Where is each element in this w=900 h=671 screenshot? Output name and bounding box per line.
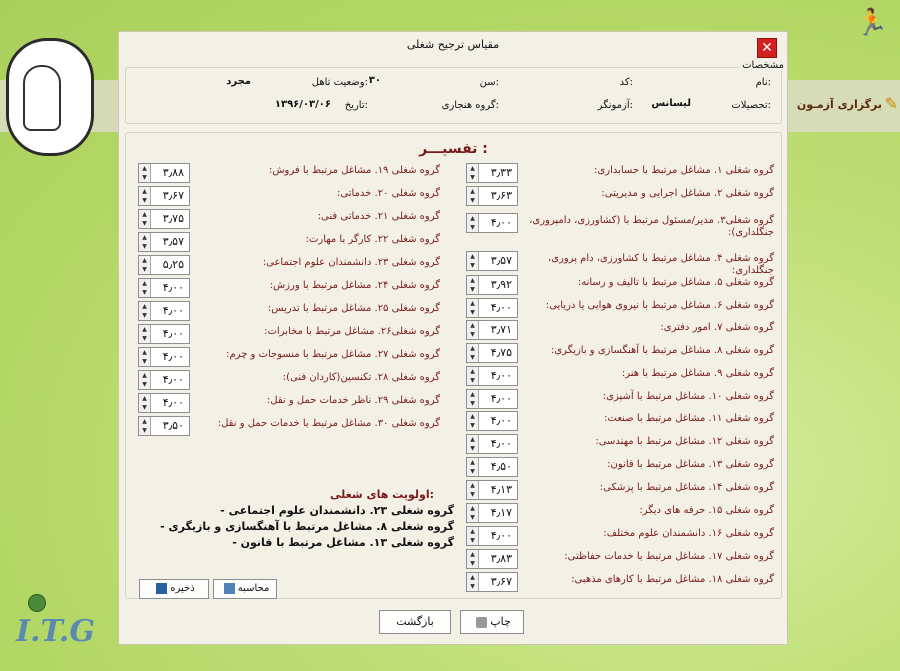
spinner-down-icon[interactable]: ▼ [142, 220, 147, 227]
age-label: سن: [479, 77, 499, 88]
spinner-down-icon[interactable]: ▼ [470, 174, 475, 181]
education-label: تحصیلات: [731, 100, 771, 111]
score-value: ۴٫۰۰ [162, 373, 184, 386]
score-spinner[interactable] [466, 275, 518, 295]
group-row [466, 480, 774, 502]
spinner-buttons[interactable] [467, 164, 479, 182]
score-value: ۳٫۵۷ [490, 254, 512, 267]
spinner-down-icon[interactable]: ▼ [470, 309, 475, 316]
info-legend: مشخصات [739, 60, 787, 71]
score-value: ۴٫۰۰ [490, 414, 512, 427]
score-spinner[interactable] [466, 434, 518, 454]
score-value: ۴٫۷۵ [490, 346, 512, 359]
calculator-icon [224, 583, 235, 594]
score-spinner[interactable] [466, 366, 518, 386]
spinner-up-icon[interactable]: ▲ [470, 253, 475, 260]
group-row [466, 343, 774, 365]
calculate-button[interactable]: محاسبه [213, 579, 277, 599]
spinner-buttons[interactable] [467, 214, 479, 232]
date-value: ۱۳۹۶/۰۳/۰۶ [274, 99, 331, 110]
score-value: ۳٫۶۳ [490, 189, 512, 202]
group-row [138, 347, 440, 369]
score-spinner[interactable] [138, 255, 190, 275]
code-label: کد: [619, 77, 633, 88]
spinner-buttons[interactable] [467, 299, 479, 317]
spinner-down-icon[interactable]: ▼ [142, 335, 147, 342]
spinner-buttons[interactable] [139, 164, 151, 182]
spinner-buttons[interactable] [139, 233, 151, 251]
dialog-title: مقیاس ترجیح شغلی [406, 38, 500, 51]
score-value: ۴٫۰۰ [162, 350, 184, 363]
group-label: گروه شغلی۳. مدیر/مسئول مرتبط با (کشاورزی، دامپروری، جنگلداری): [529, 215, 774, 238]
interpretation-panel [125, 132, 782, 599]
spinner-buttons[interactable] [467, 573, 479, 591]
group-row [138, 301, 440, 323]
score-spinner[interactable] [466, 526, 518, 546]
spinner-down-icon[interactable]: ▼ [470, 197, 475, 204]
score-spinner[interactable] [138, 209, 190, 229]
score-value: ۴٫۵۰ [490, 460, 512, 473]
group-row [466, 503, 774, 525]
floppy-disk-icon [156, 583, 167, 594]
group-label: گروه شغلی ۲۲. کارگر با مهارت: [305, 234, 440, 245]
score-spinner[interactable] [138, 324, 190, 344]
spinner-down-icon[interactable]: ▼ [142, 243, 147, 250]
spinner-buttons[interactable] [467, 367, 479, 385]
norm-group-label: گروه هنجاری: [441, 100, 499, 111]
spinner-up-icon[interactable]: ▲ [142, 418, 147, 425]
spinner-up-icon[interactable]: ▲ [142, 280, 147, 287]
group-label: گروه شغلی۲۶. مشاغل مرتبط با مخابرات: [264, 326, 440, 337]
score-value: ۴٫۰۰ [490, 529, 512, 542]
score-spinner[interactable] [138, 163, 190, 183]
group-label: گروه شغلی ۶. مشاغل مرتبط با نیروی هوایی یا دریایی: [545, 300, 774, 311]
spinner-buttons[interactable] [467, 527, 479, 545]
spinner-down-icon[interactable]: ▼ [142, 358, 147, 365]
group-row [466, 298, 774, 320]
priority-item: - گروه شغلی ۲۳. دانشمندان علوم اجتماعی [220, 504, 454, 517]
spinner-down-icon[interactable]: ▼ [470, 286, 475, 293]
score-spinner[interactable] [138, 416, 190, 436]
group-label: گروه شغلی ۱۴. مشاغل مرتبط با پزشکی: [599, 482, 774, 493]
group-label: گروه شغلی ۲۰. خدماتی: [337, 188, 440, 199]
spinner-down-icon[interactable]: ▼ [470, 377, 475, 384]
group-row [138, 163, 440, 185]
spinner-down-icon[interactable]: ▼ [470, 422, 475, 429]
spinner-buttons[interactable] [139, 210, 151, 228]
score-value: ۴٫۰۰ [490, 216, 512, 229]
priority-item: - گروه شغلی ۸. مشاغل مرتبط با آهنگسازی و بازیگری [160, 520, 454, 533]
group-row [138, 209, 440, 231]
group-label: گروه شغلی ۲۹. ناظر خدمات حمل و نقل: [266, 395, 440, 406]
spinner-down-icon[interactable]: ▼ [142, 266, 147, 273]
examiner-label: آزمونگر: [597, 100, 633, 111]
group-row [466, 434, 774, 456]
score-value: ۴٫۰۰ [490, 369, 512, 382]
score-spinner[interactable] [466, 572, 518, 592]
back-button[interactable]: بازگشت [379, 610, 451, 634]
group-row [466, 389, 774, 411]
spinner-buttons[interactable] [467, 481, 479, 499]
group-row [138, 186, 440, 208]
spinner-down-icon[interactable]: ▼ [142, 174, 147, 181]
spinner-buttons[interactable] [139, 256, 151, 274]
score-value: ۳٫۷۱ [490, 323, 512, 336]
spinner-buttons[interactable] [467, 550, 479, 568]
priority-section [154, 488, 454, 549]
score-value: ۳٫۵۰ [162, 419, 184, 432]
score-value: ۴٫۰۰ [162, 327, 184, 340]
spinner-down-icon[interactable]: ▼ [142, 312, 147, 319]
group-label: گروه شغلی ۲۸. تکنسین(کاردان فنی): [282, 372, 440, 383]
spinner-buttons[interactable] [139, 302, 151, 320]
spinner-buttons[interactable] [467, 344, 479, 362]
spinner-buttons[interactable] [467, 458, 479, 476]
group-row [466, 411, 774, 433]
score-value: ۴٫۱۳ [490, 483, 512, 496]
score-spinner[interactable] [466, 186, 518, 206]
age-value: ۳۰ [368, 75, 381, 86]
spinner-buttons[interactable] [139, 279, 151, 297]
score-spinner[interactable] [466, 389, 518, 409]
group-row [138, 370, 440, 392]
dialog [118, 31, 788, 645]
spinner-up-icon[interactable]: ▲ [142, 372, 147, 379]
spinner-buttons[interactable] [467, 321, 479, 339]
score-spinner[interactable] [138, 186, 190, 206]
group-row [466, 549, 774, 571]
menu-item-exam[interactable]: برگزاری آزمـون [796, 98, 882, 111]
globe-icon [28, 594, 46, 612]
group-label: گروه شغلی ۱۸. مشاغل مرتبط با کارهای مذهبی: [571, 574, 774, 585]
group-label: گروه شغلی ۱۹. مشاغل مرتبط با فروش: [268, 165, 440, 176]
print-button[interactable]: چاپ [460, 610, 524, 634]
score-spinner[interactable] [466, 320, 518, 340]
spinner-buttons[interactable] [139, 371, 151, 389]
group-row [466, 275, 774, 297]
group-row [138, 255, 440, 277]
spinner-up-icon[interactable]: ▲ [142, 349, 147, 356]
spinner-up-icon[interactable]: ▲ [142, 234, 147, 241]
group-row [466, 186, 774, 208]
spinner-down-icon[interactable]: ▼ [470, 224, 475, 231]
spinner-down-icon[interactable]: ▼ [470, 445, 475, 452]
printer-icon [476, 617, 487, 628]
spinner-up-icon[interactable]: ▲ [470, 413, 475, 420]
marital-value: مجرد [226, 76, 251, 87]
group-label: گروه شغلی ۹. مشاغل مرتبط با هنر: [621, 368, 774, 379]
score-spinner[interactable] [466, 411, 518, 431]
education-value: لیسانس [651, 98, 691, 109]
group-row [466, 163, 774, 185]
spinner-buttons[interactable] [139, 417, 151, 435]
group-label: گروه شغلی ۱۰. مشاغل مرتبط با آشپزی: [602, 391, 774, 402]
group-label: گروه شغلی ۱۶. دانشمندان علوم مختلف: [603, 528, 774, 539]
group-label: گروه شغلی ۱۳. مشاغل مرتبط با قانون: [607, 459, 774, 470]
spinner-up-icon[interactable]: ▲ [142, 211, 147, 218]
spinner-down-icon[interactable]: ▼ [470, 537, 475, 544]
score-value: ۴٫۰۰ [490, 437, 512, 450]
score-value: ۳٫۵۷ [162, 235, 184, 248]
priority-item: - گروه شغلی ۱۳. مشاغل مرتبط با قانون [232, 536, 454, 549]
score-spinner[interactable] [466, 480, 518, 500]
score-value: ۴٫۰۰ [162, 304, 184, 317]
spinner-buttons[interactable] [467, 504, 479, 522]
group-row [466, 526, 774, 548]
group-label: گروه شغلی ۲۴. مشاغل مرتبط با ورزش: [269, 280, 440, 291]
brand-logo-text: I.T.G [16, 614, 95, 649]
spinner-up-icon[interactable]: ▲ [470, 165, 475, 172]
group-label: گروه شغلی ۱۷. مشاغل مرتبط با خدمات حفاظتی: [564, 551, 774, 562]
spinner-buttons[interactable] [139, 325, 151, 343]
group-label: گروه شغلی ۳۰. مشاغل مرتبط با خدمات حمل و نقل: [217, 418, 440, 429]
group-row [466, 366, 774, 388]
spinner-up-icon[interactable]: ▲ [470, 300, 475, 307]
score-spinner[interactable] [138, 347, 190, 367]
score-value: ۳٫۷۵ [162, 212, 184, 225]
score-value: ۴٫۰۰ [490, 392, 512, 405]
spinner-down-icon[interactable]: ▼ [470, 560, 475, 567]
spinner-up-icon[interactable]: ▲ [470, 391, 475, 398]
spinner-up-icon[interactable]: ▲ [142, 165, 147, 172]
score-spinner[interactable] [466, 503, 518, 523]
marital-label: وضعیت تاهل: [311, 77, 368, 88]
priority-title: اولویت های شغلی: [330, 488, 434, 501]
spinner-buttons[interactable] [467, 252, 479, 270]
group-label: گروه شغلی ۱۵. حرفه های دیگر: [639, 505, 774, 516]
group-row [138, 232, 440, 254]
group-label: گروه شغلی ۱. مشاغل مرتبط با حسابداری: [594, 165, 774, 176]
spinner-down-icon[interactable]: ▼ [142, 289, 147, 296]
spinner-up-icon[interactable]: ▲ [470, 188, 475, 195]
score-spinner[interactable] [138, 370, 190, 390]
spinner-up-icon[interactable]: ▲ [470, 528, 475, 535]
score-spinner[interactable] [466, 213, 518, 233]
spinner-down-icon[interactable]: ▼ [470, 468, 475, 475]
group-row [466, 213, 774, 238]
spinner-up-icon[interactable]: ▲ [470, 459, 475, 466]
close-button[interactable]: ✕ [757, 38, 777, 58]
group-label: گروه شغلی ۲۱. خدماتی فنی: [317, 211, 440, 222]
info-box [125, 60, 784, 124]
score-value: ۳٫۶۷ [490, 575, 512, 588]
spinner-up-icon[interactable]: ▲ [470, 482, 475, 489]
group-label: گروه شغلی ۱۱. مشاغل مرتبط با صنعت: [604, 413, 774, 424]
score-value: ۳٫۳۳ [490, 166, 512, 179]
spinner-buttons[interactable] [467, 435, 479, 453]
score-spinner[interactable] [138, 301, 190, 321]
spinner-up-icon[interactable]: ▲ [142, 257, 147, 264]
spinner-down-icon[interactable]: ▼ [470, 583, 475, 590]
spinner-down-icon[interactable]: ▼ [470, 514, 475, 521]
spinner-up-icon[interactable]: ▲ [470, 277, 475, 284]
spinner-up-icon[interactable]: ▲ [470, 574, 475, 581]
group-row [466, 251, 774, 276]
group-label: گروه شغلی ۲۳. دانشمندان علوم اجتماعی: [262, 257, 440, 268]
spinner-up-icon[interactable]: ▲ [470, 345, 475, 352]
spinner-up-icon[interactable]: ▲ [470, 368, 475, 375]
group-row [466, 572, 774, 594]
score-spinner[interactable] [138, 232, 190, 252]
spinner-up-icon[interactable]: ▲ [470, 215, 475, 222]
running-man-icon[interactable]: 🏃 [855, 8, 888, 38]
score-value: ۳٫۹۲ [490, 278, 512, 291]
group-label: گروه شغلی ۸. مشاغل مرتبط با آهنگسازی و بازیگری: [550, 345, 774, 356]
save-button[interactable]: ذخیره [139, 579, 209, 599]
score-value: ۳٫۸۸ [162, 166, 184, 179]
group-row [138, 393, 440, 415]
spinner-down-icon[interactable]: ▼ [142, 197, 147, 204]
spinner-up-icon[interactable]: ▲ [470, 505, 475, 512]
interpretation-title: تفسیـــر : [419, 141, 488, 157]
spinner-down-icon[interactable]: ▼ [470, 331, 475, 338]
spinner-down-icon[interactable]: ▼ [470, 400, 475, 407]
score-spinner[interactable] [466, 298, 518, 318]
score-value: ۴٫۰۰ [490, 301, 512, 314]
spinner-buttons[interactable] [139, 348, 151, 366]
spinner-up-icon[interactable]: ▲ [470, 322, 475, 329]
spinner-down-icon[interactable]: ▼ [142, 404, 147, 411]
date-label: تاریخ: [344, 100, 368, 111]
score-value: ۴٫۱۷ [490, 506, 512, 519]
spinner-buttons[interactable] [139, 187, 151, 205]
score-value: ۵٫۲۵ [162, 258, 184, 271]
group-label: گروه شغلی ۷. امور دفتری: [660, 322, 774, 333]
group-label: گروه شغلی ۲. مشاغل اجرایی و مدیریتی: [601, 188, 774, 199]
score-value: ۴٫۰۰ [162, 396, 184, 409]
spinner-buttons[interactable] [467, 412, 479, 430]
pencil-icon: ✎ [884, 94, 898, 113]
spinner-up-icon[interactable]: ▲ [142, 188, 147, 195]
group-row [138, 324, 440, 346]
score-spinner[interactable] [138, 278, 190, 298]
group-label: گروه شغلی ۴. مشاغل مرتبط با کشاورزی، دام پروری، جنگلداری: [547, 253, 774, 276]
spinner-down-icon[interactable]: ▼ [142, 381, 147, 388]
group-row [466, 457, 774, 479]
score-spinner[interactable] [466, 549, 518, 569]
score-spinner[interactable] [138, 393, 190, 413]
score-spinner[interactable] [466, 457, 518, 477]
group-label: گروه شغلی ۵. مشاغل مرتبط با تالیف و رسانه: [577, 277, 774, 288]
spinner-up-icon[interactable]: ▲ [470, 551, 475, 558]
spinner-up-icon[interactable]: ▲ [142, 303, 147, 310]
spinner-up-icon[interactable]: ▲ [470, 436, 475, 443]
name-label: نام: [755, 77, 771, 88]
spinner-buttons[interactable] [467, 390, 479, 408]
spinner-up-icon[interactable]: ▲ [142, 395, 147, 402]
score-spinner[interactable] [466, 163, 518, 183]
spinner-up-icon[interactable]: ▲ [142, 326, 147, 333]
spinner-buttons[interactable] [139, 394, 151, 412]
score-spinner[interactable] [466, 251, 518, 271]
group-row [466, 320, 774, 342]
score-spinner[interactable] [466, 343, 518, 363]
logo [6, 38, 94, 156]
group-label: گروه شغلی ۲۷. مشاغل مرتبط با منسوجات و چرم: [226, 349, 440, 360]
group-label: گروه شغلی ۱۲. مشاغل مرتبط با مهندسی: [595, 436, 774, 447]
score-value: ۳٫۸۳ [490, 552, 512, 565]
spinner-buttons[interactable] [467, 276, 479, 294]
spinner-buttons[interactable] [467, 187, 479, 205]
group-label: گروه شغلی ۲۵. مشاغل مرتبط با تدریس: [267, 303, 440, 314]
group-row [138, 278, 440, 300]
spinner-down-icon[interactable]: ▼ [470, 354, 475, 361]
score-value: ۴٫۰۰ [162, 281, 184, 294]
group-row [138, 416, 440, 438]
spinner-down-icon[interactable]: ▼ [470, 262, 475, 269]
score-value: ۳٫۶۷ [162, 189, 184, 202]
spinner-down-icon[interactable]: ▼ [470, 491, 475, 498]
spinner-down-icon[interactable]: ▼ [142, 427, 147, 434]
